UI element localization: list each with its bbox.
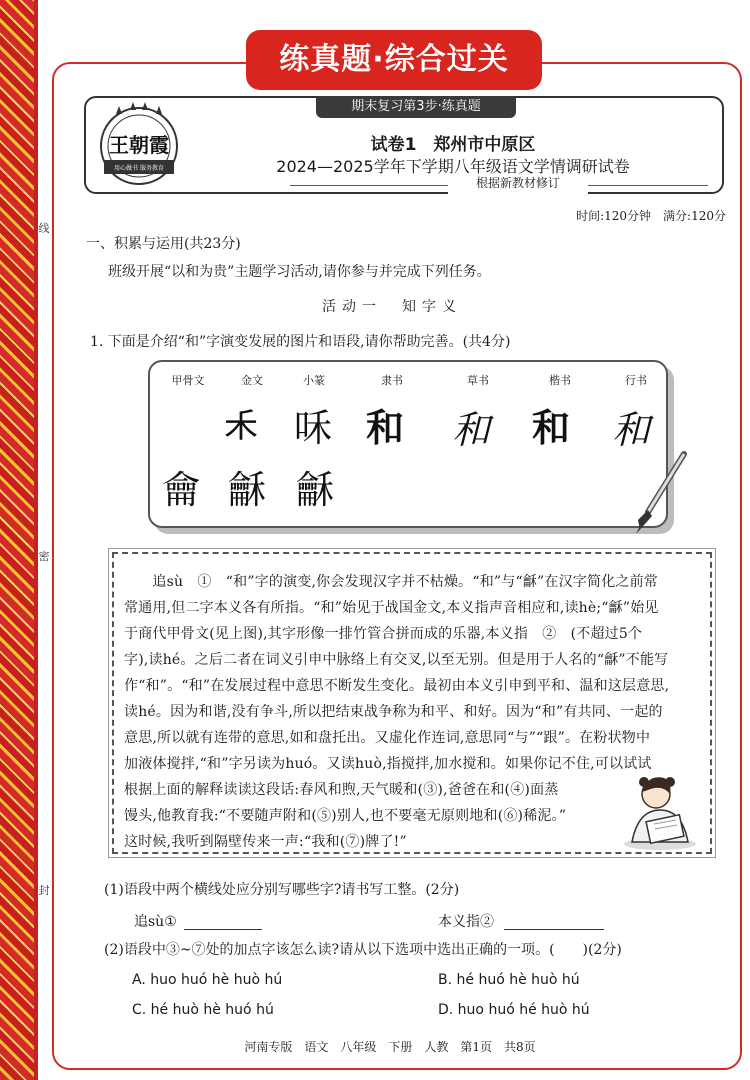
passage-line: 馒头,他教育我:“不要随声附和(⑤)别人,也不要毫无原则地和(⑥)稀泥。”: [124, 808, 567, 824]
intro-text: 班级开展“以和为贵”主题学习活动,请你参与并完成下列任务。: [108, 264, 491, 280]
question-1-1: (1)语段中两个横线处应分别写哪些字?请书写工整。(2分): [104, 882, 460, 898]
option-b[interactable]: B. hé huó hè huò hú: [438, 972, 580, 988]
glyph-jiaguwen-2: 龢: [228, 468, 267, 512]
glyph-jiaguwen-1: 龠: [162, 468, 201, 512]
publisher-logo: [96, 102, 182, 190]
brush-icon: [626, 450, 696, 536]
svg-text:王朝霞: 王朝霞: [109, 133, 169, 157]
script-label: 甲骨文: [171, 374, 205, 387]
passage-line: 于商代甲骨文(见上图),其字形像一排竹管合拼而成的乐器,本义指 ② (不超过5个: [124, 626, 643, 642]
question-1-2: (2)语段中③~⑦处的加点字该怎么读?请从以下选项中选出正确的一项。( )(2分): [104, 942, 622, 958]
reading-girl-illustration: [618, 766, 702, 850]
passage-line: 这时候,我听到隔壁传来一声:“我和(⑦)牌了!”: [124, 834, 407, 850]
question-1: 1. 下面是介绍“和”字演变发展的图片和语段,请你帮助完善。(共4分): [90, 334, 511, 350]
page-banner: 练真题·综合过关: [246, 30, 542, 90]
glyph-kaishu: 和: [532, 405, 571, 450]
binding-label-line: 线: [38, 222, 50, 235]
decorative-side-border: [34, 0, 38, 1080]
answer-blank-1[interactable]: [184, 929, 262, 930]
passage-line: 根据上面的解释读读这段话:春风和煦,天气暖和(③),爸爸在和(④)面蒸: [124, 782, 559, 798]
section-heading: 一、积累与运用(共23分): [86, 236, 241, 252]
revision-note: 根据新教材修订: [448, 176, 588, 196]
script-label: 行书: [625, 374, 647, 387]
glyph-caoshu: 和: [452, 408, 491, 452]
option-a[interactable]: A. huo huó hè huò hú: [132, 972, 283, 988]
passage-line: 读hé。因为和谐,没有争斗,所以把结束战争称为和平、和好。因为“和”有共同、一起的: [124, 704, 663, 720]
glyph-lishu: 和: [366, 405, 405, 450]
page-footer: 河南专版 语文 八年级 下册 人教 第1页 共8页: [244, 1040, 536, 1054]
passage-line: 常通用,但二字本义各有所指。“和”始见于战国金文,本义指声音相应和,读hè;“龢”始见: [124, 600, 659, 616]
divider: [588, 185, 708, 186]
passage-line: 作“和”。“和”在发展过程中意思不断发生变化。最初由本义引申到平和、温和这层意思,: [124, 678, 670, 694]
exam-time-info: 时间:120分钟 满分:120分: [576, 209, 726, 223]
option-d[interactable]: D. huo huó hé huò hú: [438, 1002, 590, 1018]
decorative-side-strip: [0, 0, 34, 1080]
script-label: 草书: [467, 374, 489, 387]
glyph-xiaozhuan: 咊: [294, 406, 333, 450]
script-label: 金文: [241, 374, 263, 387]
script-label: 隶书: [381, 374, 403, 387]
passage-line: 加液体搅拌,“和”字另读为huó。又读huò,指搅拌,加水搅和。如果你记不住,可以试试: [124, 756, 652, 772]
answer-label-1: 追sù①: [134, 914, 177, 930]
step-label: 期末复习第3步·练真题: [316, 96, 516, 118]
script-label: 小篆: [303, 374, 325, 387]
option-c[interactable]: C. hé huò hè huó hú: [132, 1002, 274, 1018]
passage-line: 意思,所以就有连带的意思,如和盘托出。又虚化作连词,意思同“与”“跟”。在粉状物中: [124, 730, 651, 746]
answer-blank-2[interactable]: [504, 929, 604, 930]
glyph-jiaguwen-3: 龢: [296, 468, 335, 512]
binding-label-close: 封: [38, 884, 50, 897]
binding-label-seal: 密: [38, 550, 50, 563]
passage-line: 字),读hé。之后二者在词义引申中脉络上有交叉,以至无别。但是用于人名的“龢”不能写: [124, 652, 669, 668]
passage-line: 追sù ① “和”字的演变,你会发现汉字并不枯燥。“和”与“龢”在汉字简化之前常: [124, 574, 658, 590]
divider: [290, 185, 450, 186]
activity-heading: 活动一 知字义: [322, 299, 462, 315]
paper-title: 试卷1 郑州市中原区: [370, 135, 536, 155]
answer-label-2: 本义指②: [438, 914, 494, 930]
glyph-jinwen: 𥝌: [224, 406, 258, 446]
svg-text:用心做书 服务教育: 用心做书 服务教育: [114, 165, 164, 172]
script-label: 楷书: [549, 374, 571, 387]
paper-subtitle: 2024—2025学年下学期八年级语文学情调研试卷: [276, 157, 630, 176]
glyph-xingshu: 和: [612, 408, 651, 452]
